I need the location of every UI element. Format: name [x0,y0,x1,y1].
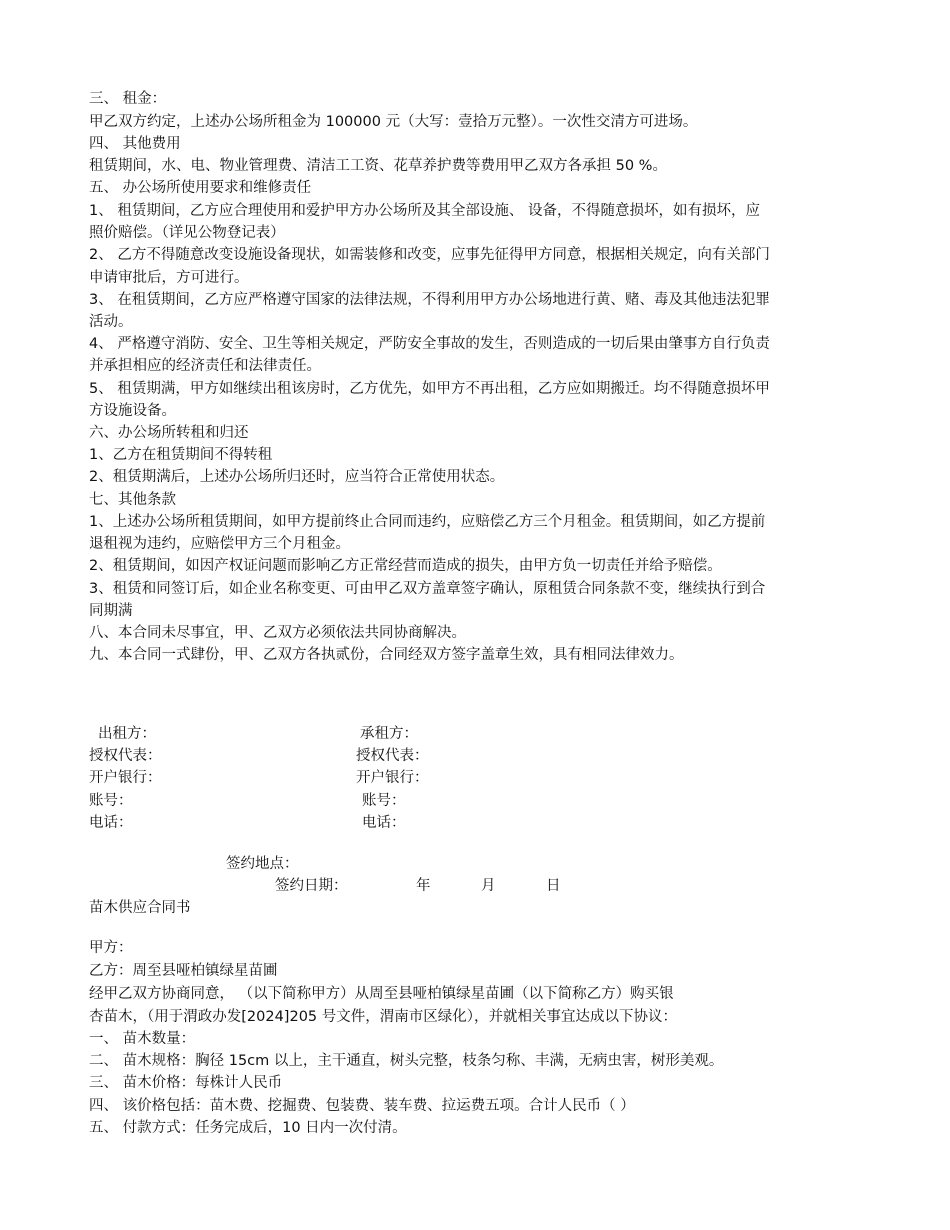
clause-5-3-line-1: 3、 在租赁期间，乙方应严格遵守国家的法律法规，不得利用甲方办公场地进行黄、赌、毒及其他违法犯罪 [89,292,770,308]
lessee-rep-label: 授权代表： [356,748,429,764]
clause-7-3-line-1: 3、租赁和同签订后，如企业名称变更、可由甲乙双方盖章签字确认，原租赁合同条款不变，继续执行到合 [89,581,766,597]
date-month-label: 月 [481,878,496,894]
lessor-account-label: 账号： [89,793,133,809]
lessee-phone-label: 电话： [362,815,406,831]
signing-date-label: 签约日期： [275,878,348,894]
section-6-title: 六、办公场所转租和归还 [89,425,249,441]
intro-line-1: 经甲乙双方协商同意， （以下简称甲方）从周至县哑柏镇绿星苗圃（以下简称乙方）购买银 [89,986,674,1002]
section-4-text: 租赁期间，水、电、物业管理费、清洁工工资、花草养护费等费用甲乙双方各承担 50 %。 [89,158,667,174]
section-4-title: 四、 其他费用 [89,136,181,152]
item-5-payment: 五、 付款方式：任务完成后，10 日内一次付清。 [89,1120,407,1136]
section-7-title: 七、其他条款 [89,492,176,508]
lessee-account-label: 账号： [362,793,406,809]
clause-5-4-line-1: 4、 严格遵守消防、安全、卫生等相关规定，严防安全事故的发生，否则造成的一切后果由肇事方自行负责 [89,336,770,352]
lessor-phone-label: 电话： [89,815,133,831]
clause-7-1-line-1: 1、上述办公场所租赁期间，如甲方提前终止合同而违约，应赔偿乙方三个月租金。租赁期间，如乙方提前 [89,514,766,530]
clause-5-1-line-2: 照价赔偿。（详见公物登记表） [89,225,285,241]
clause-7-1-line-2: 退租视为违约，应赔偿甲方三个月租金。 [89,536,350,552]
section-3-text: 甲乙双方约定，上述办公场所租金为 100000 元（大写：壹拾万元整）。一次性交清方可进场。 [89,114,698,130]
seedling-contract-title: 苗木供应合同书 [89,900,191,916]
clause-5-3-line-2: 活动。 [89,314,133,330]
clause-5-2-line-2: 申请审批后，方可进行。 [89,270,249,286]
item-4-includes: 四、 该价格包括：苗木费、挖掘费、包装费、装车费、拉运费五项。合计人民币（ ） [89,1098,635,1114]
clause-6-1: 1、乙方在租赁期间不得转租 [89,447,273,463]
clause-5-2-line-1: 2、 乙方不得随意改变设施设备现状，如需装修和改变，应事先征得甲方同意，根据相关规定，向有关部门 [89,247,770,263]
date-year-label: 年 [416,878,431,894]
party-b-label: 乙方：周至县哑柏镇绿星苗圃 [89,963,278,979]
item-1-quantity: 一、 苗木数量： [89,1031,196,1047]
section-9: 九、本合同一式肆份，甲、乙双方各执贰份，合同经双方签字盖章生效，具有相同法律效力。 [89,647,684,663]
clause-5-5-line-1: 5、 租赁期满，甲方如继续出租该房时，乙方优先，如甲方不再出租，乙方应如期搬迁。均不得随意损坏甲 [89,381,770,397]
lessor-label: 出租方： [98,726,156,742]
lessor-bank-label: 开户银行： [89,770,162,786]
signing-place-label: 签约地点： [226,856,299,872]
item-3-price: 三、 苗木价格：每株计人民币 [89,1075,283,1091]
lessor-rep-label: 授权代表： [89,748,162,764]
item-2-spec: 二、 苗木规格：胸径 15cm 以上，主干通直，树头完整，枝条匀称、丰满，无病虫害，树形美观。 [89,1053,724,1069]
clause-5-4-line-2: 并承担相应的经济责任和法律责任。 [89,358,321,374]
clause-5-1-line-1: 1、 租赁期间，乙方应合理使用和爱护甲方办公场所及其全部设施、 设备，不得随意损坏，如有损坏，应 [89,203,760,219]
section-8: 八、本合同未尽事宜，甲、乙双方必须依法共同协商解决。 [89,625,466,641]
clause-5-5-line-2: 方设施设备。 [89,403,176,419]
party-a-label: 甲方： [89,940,133,956]
lessee-label: 承租方： [360,726,418,742]
clause-6-2: 2、租赁期满后，上述办公场所归还时，应当符合正常使用状态。 [89,469,505,485]
section-3-title: 三、 租金： [89,91,167,107]
date-day-label: 日 [546,878,561,894]
intro-line-2: 杏苗木，（用于渭政办发[2024]205 号文件，渭南市区绿化），并就相关事宜达成以下协议： [89,1009,677,1025]
clause-7-2: 2、租赁期间，如因产权证问题而影响乙方正常经营而造成的损失，由甲方负一切责任并给予赔偿。 [89,558,722,574]
clause-7-3-line-2: 同期满 [89,603,133,619]
lessee-bank-label: 开户银行： [356,770,429,786]
section-5-title: 五、 办公场所使用要求和维修责任 [89,180,312,196]
